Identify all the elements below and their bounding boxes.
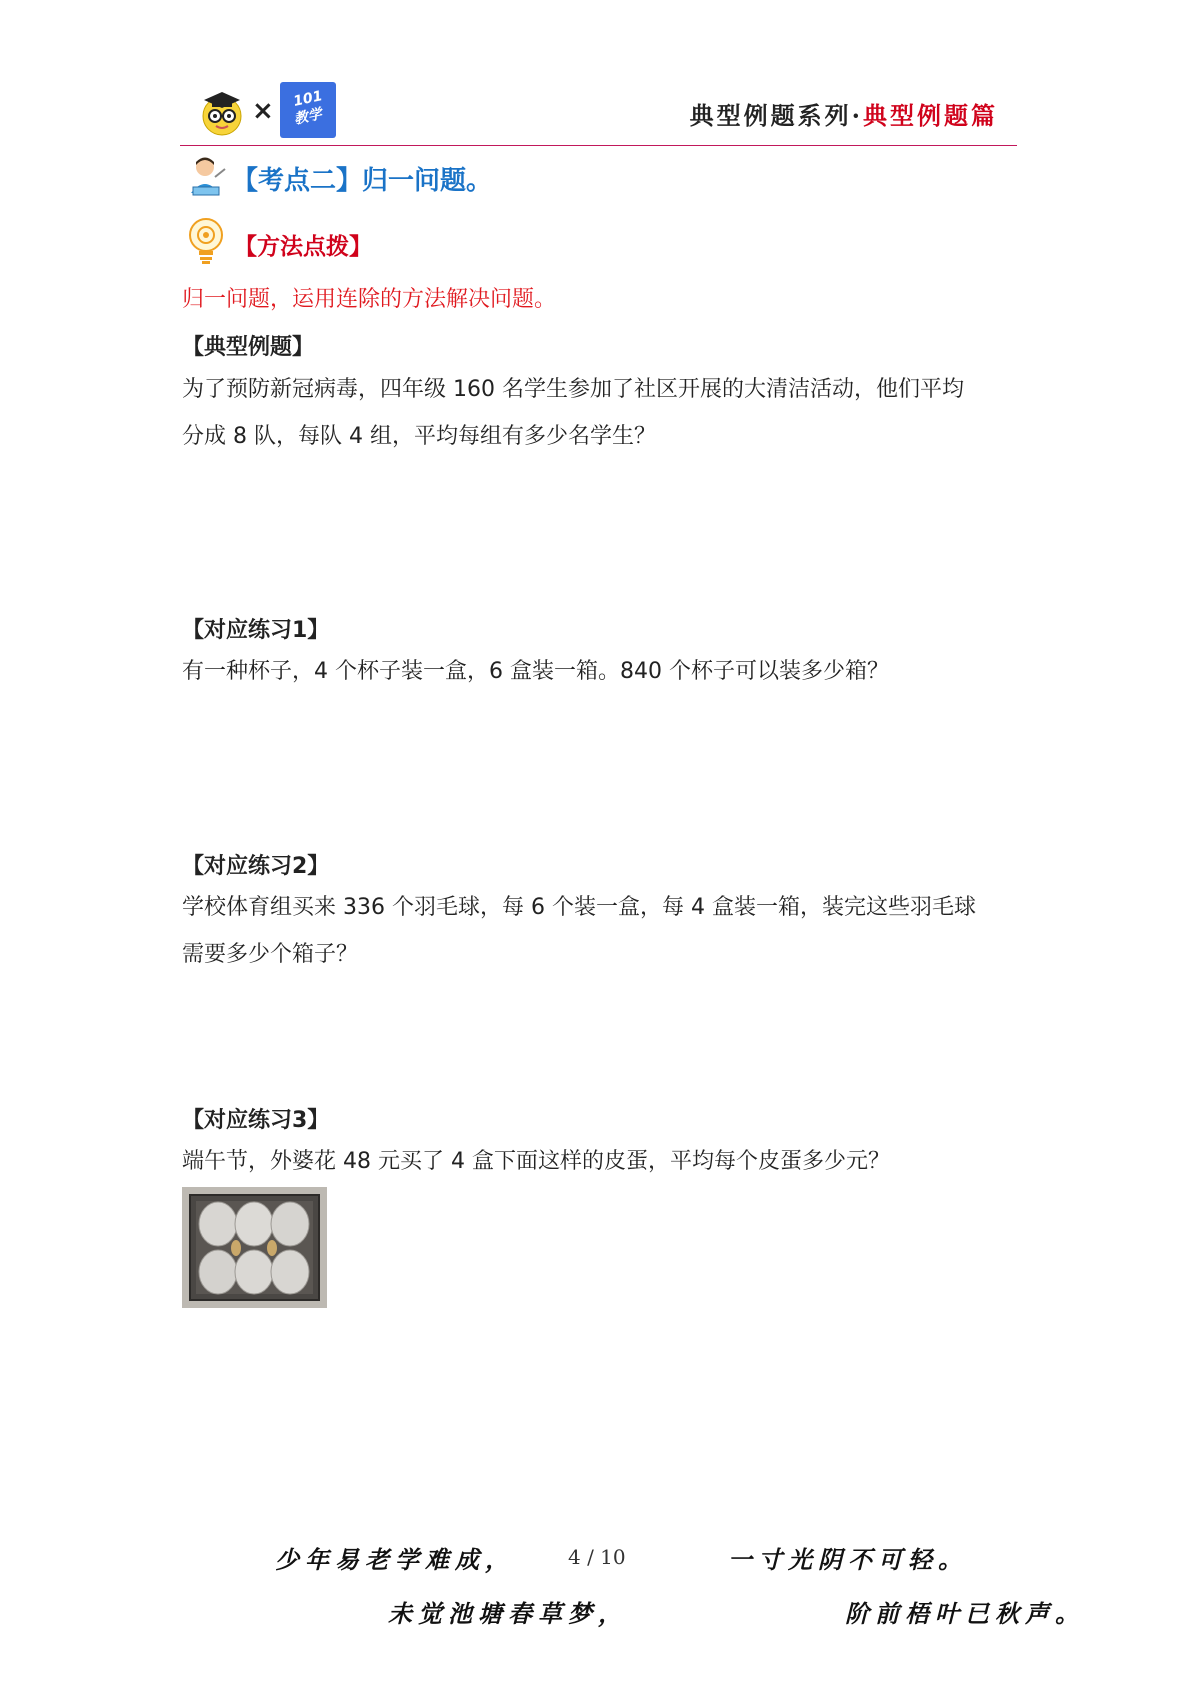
poem-line1-right: 一寸光阴不可轻。 xyxy=(728,1545,968,1574)
smiley-scholar-icon xyxy=(198,88,246,136)
header-logos xyxy=(198,82,348,142)
logo-101-subtext: 教学 xyxy=(292,106,324,128)
header-divider xyxy=(180,145,1017,146)
page-number: 4 / 10 xyxy=(568,1545,626,1569)
poem-line2-left: 未觉池塘春草梦， xyxy=(388,1599,628,1628)
series-title xyxy=(690,96,998,131)
example-line: 分成 8 队，每队 4 组，平均每组有多少名学生？ xyxy=(182,424,656,449)
example-label: 【典型例题】 xyxy=(182,335,315,360)
logo-101-text: 101 xyxy=(292,88,324,110)
practice1-label: 【对应练习1】 xyxy=(182,618,330,643)
example-line: 为了预防新冠病毒，四年级 160 名学生参加了社区开展的大清洁活动，他们平均 xyxy=(182,377,964,402)
method-text: 归一问题，运用连除的方法解决问题。 xyxy=(182,287,557,312)
practice3-question: 端午节，外婆花 48 元买了 4 盒下面这样的皮蛋，平均每个皮蛋多少元？ xyxy=(182,1149,890,1174)
practice2-question xyxy=(182,884,1022,978)
egg-box-image xyxy=(182,1187,327,1308)
practice1-question: 有一种杯子，4 个杯子装一盒，6 盒装一箱。840 个杯子可以装多少箱？ xyxy=(182,659,889,684)
method-label: 【方法点拨】 xyxy=(234,234,372,260)
series-title-main: 典型例题系列· xyxy=(689,101,863,130)
series-title-sub: 典型例题篇 xyxy=(863,101,998,130)
logo-separator: × xyxy=(252,96,274,126)
example-question xyxy=(182,366,1022,460)
poem-line2-right: 阶前梧叶已秋声。 xyxy=(845,1599,1085,1628)
student-reading-icon xyxy=(185,153,227,199)
practice3-label: 【对应练习3】 xyxy=(182,1108,330,1133)
lightbulb-icon xyxy=(185,216,227,266)
topic-heading: 【考点二】归一问题。 xyxy=(232,166,493,196)
practice2-label: 【对应练习2】 xyxy=(182,854,330,879)
practice2-line: 需要多少个箱子？ xyxy=(182,942,359,967)
logo-101-education xyxy=(280,82,336,138)
practice2-line: 学校体育组买来 336 个羽毛球，每 6 个装一盒，每 4 盒装一箱，装完这些羽毛球 xyxy=(182,895,976,920)
poem-line1-left: 少年易老学难成， xyxy=(275,1545,515,1574)
